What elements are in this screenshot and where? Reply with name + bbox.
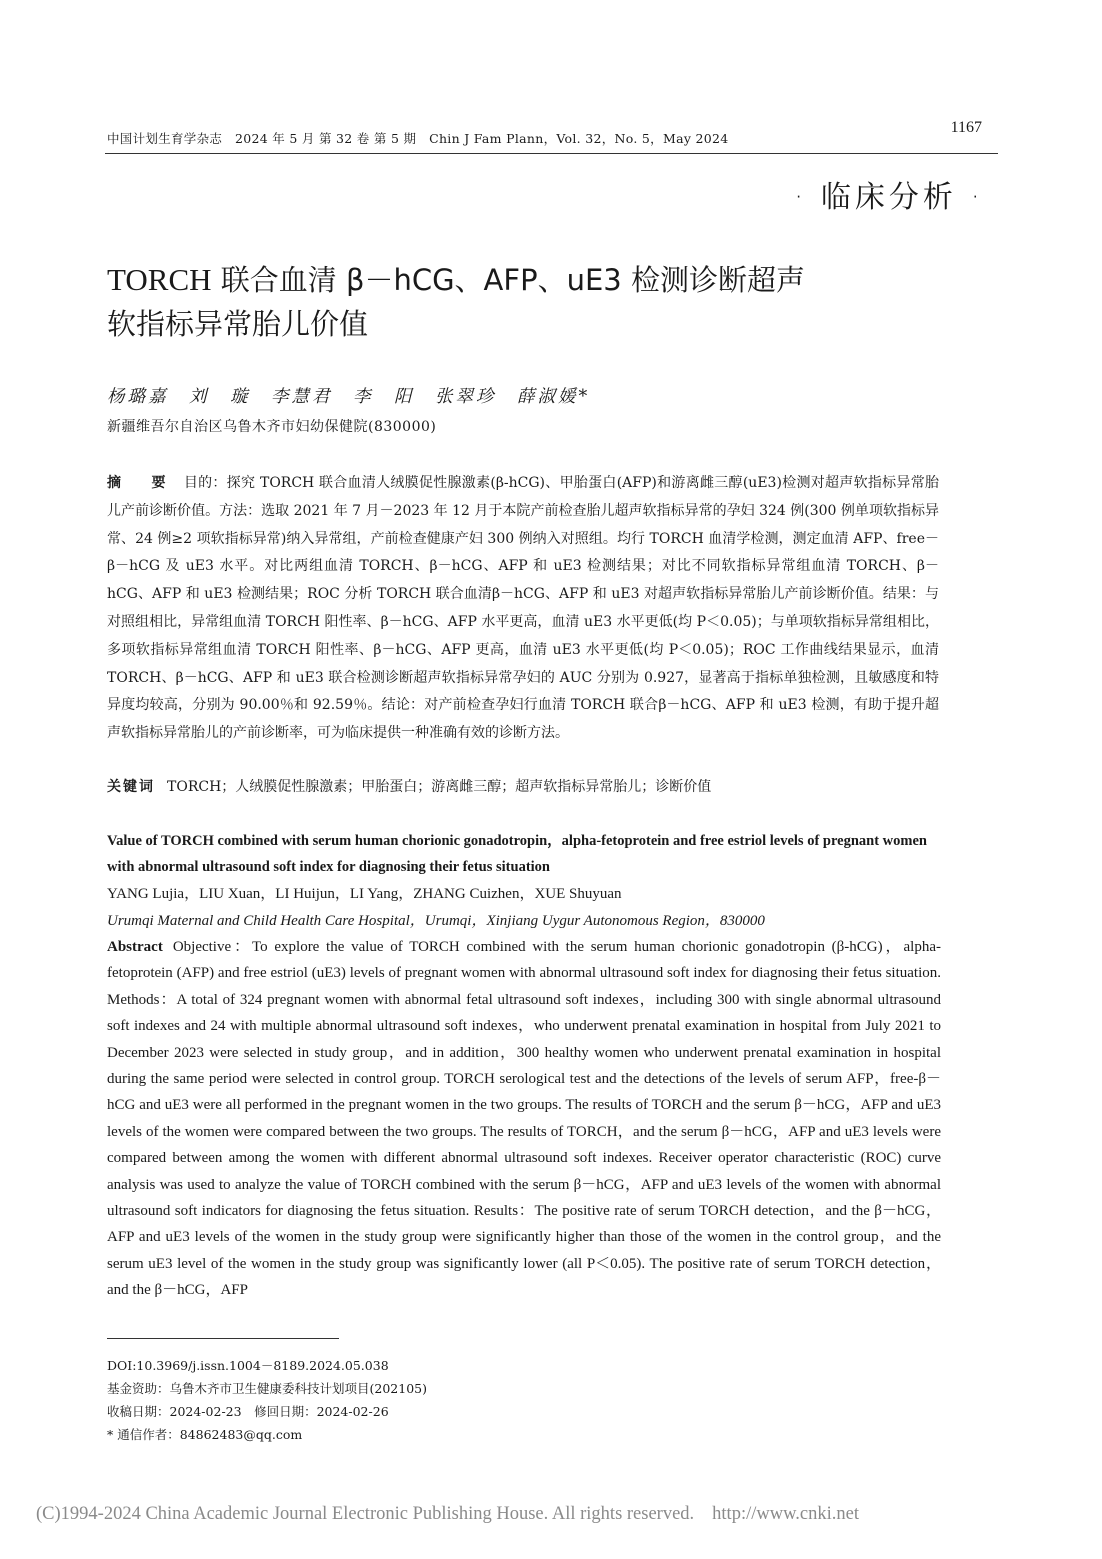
running-head: 中国计划生育学杂志 2024 年 5 月 第 32 卷 第 5 期 Chin J Fam Plann，Vol. 32，No. 5，May 2024 — [107, 131, 729, 146]
english-authors: YANG Lujia，LIU Xuan，LI Huijun，LI Yang，ZHANG Cuizhen，XUE Shuyuan — [107, 886, 622, 902]
article-title-line1 — [107, 258, 987, 302]
affiliation: 新疆维吾尔自治区乌鲁木齐市妇幼保健院(830000) — [107, 419, 437, 435]
section-label: · 临床分析 · — [793, 180, 984, 215]
keywords — [107, 774, 939, 802]
footnotes — [107, 1354, 427, 1446]
author-list: 杨璐嘉 刘 璇 李慧君 李 阳 张翠珍 薛淑媛* — [107, 387, 591, 407]
chinese-abstract — [107, 470, 939, 748]
abstract-label: 摘 要 — [107, 475, 174, 491]
english-affiliation: Urumqi Maternal and Child Health Care Hospital，Urumqi，Xinjiang Uygur Autonomous Region，830000 — [107, 913, 765, 929]
funding: 基金资助：乌鲁木齐市卫生健康委科技计划项目(202105) — [107, 1381, 427, 1396]
english-title: Value of TORCH combined with serum human chorionic gonadotropin，alpha-fetoprotein and free estriol levels of pregnant women with abnormal ultrasound soft index for diagnosing their fetus situation — [107, 833, 927, 875]
received-dates: 收稿日期：2024-02-23 修回日期：2024-02-26 — [107, 1404, 389, 1419]
abstract-text: 目的：探究 TORCH 联合血清人绒膜促性腺激素(β-hCG)、甲胎蛋白(AFP)和游离雌三醇(uE3)检测对超声软指标异常胎儿产前诊断价值。方法：选取 2021 年 7 月－2023 年 12 月于本院产前检查胎儿超声软指标异常的孕妇 324 例(300 例单项软指标异常、24 例≥2 项软指标异常)纳入异常组，产前检查健康产妇 300 例纳入对照组。均行 TORCH 血清学检测，测定血清 AFP、free－β－hCG 及 uE3 水平。对比两组血清 TORCH、β－hCG、AFP 和 uE3 检测结果；对比不同软指标异常组血清 TORCH、β－hCG、AFP 和 uE3 检测结果；ROC 分析 TORCH 联合血清β－hCG、AFP 和 uE3 对超声软指标异常胎儿产前诊断价值。结果：与对照组相比，异常组血清 TORCH 阳性率、β－hCG、AFP 水平更高，血清 uE3 水平更低(均 P＜0.05)；与单项软指标异常组相比，多项软指标异常组血清 TORCH 阳性率、β－hCG、AFP 更高，血清 uE3 水平更低(均 P＜0.05)；ROC 工作曲线结果显示，血清 TORCH、β－hCG、AFP 和 uE3 联合检测诊断超声软指标异常孕妇的 AUC 分别为 0.927，显著高于指标单独检测，且敏感度和特异度均较高，分别为 90.00％和 92.59％。结论：对产前检查孕妇行血清 TORCH 联合β－hCG、AFP 和 uE3 检测，有助于提升超声软指标异常胎儿的产前诊断率，可为临床提供一种准确有效的诊断方法。 — [107, 475, 939, 742]
copyright-text: (C)1994-2024 China Academic Journal Electronic Publishing House. All rights reserved. — [36, 1504, 695, 1524]
title-rest: 联合血清 β－hCG、AFP、uE3 检测诊断超声 — [211, 263, 805, 297]
english-abstract-label: Abstract — [107, 939, 163, 955]
cnki-link[interactable]: http://www.cnki.net — [712, 1504, 859, 1524]
english-abstract — [107, 934, 941, 1304]
page-number: 1167 — [950, 119, 982, 136]
doi: DOI:10.3969/j.issn.1004－8189.2024.05.038 — [107, 1358, 389, 1373]
article-title-line2: 软指标异常胎儿价值 — [107, 307, 369, 341]
english-abstract-text: Objective：To explore the value of TORCH combined with the serum human chorionic gonadotropin (β-hCG)，alpha-fetoprotein (AFP) and free estriol (uE3) levels of pregnant women with abnormal ultrasound soft index for diagnosing their fetus situation. Methods：A total of 324 pregnant women with abnormal fetal ultrasound soft indexes，including 300 with single abnormal ultrasound soft indexes and 24 with multiple abnormal ultrasound soft indexes，who underwent prenatal examination in hospital from July 2021 to December 2023 were selected in study group，and in addition，300 healthy women who underwent prenatal examination in hospital during the same period were selected in control group. TORCH serological test and the detections of the levels of serum AFP，free-β－hCG and uE3 were all performed in the pregnant women in the two groups. The results of TORCH and the serum β－hCG，AFP and uE3 levels of the women were compared between the two groups. The results of TORCH，and the serum β－hCG，AFP and uE3 levels were compared between among the women with different abnormal ultrasound soft indexes. Receiver operator characteristic (ROC) curve analysis was used to analyze the value of TORCH combined with the serum β－hCG，AFP and uE3 levels of the women with abnormal ultrasound soft indicators for diagnosing the fetus situation. Results：The positive rate of serum TORCH detection，and the β－hCG，AFP and uE3 levels of the women in the study group were significantly higher than those of the women in the control group，and the serum uE3 level of the women in the study group was significantly lower (all P＜0.05). The positive rate of serum TORCH detection，and the β－hCG，AFP — [107, 939, 941, 1299]
title-latin: TORCH — [107, 262, 212, 297]
keywords-text: TORCH；人绒膜促性腺激素；甲胎蛋白；游离雌三醇；超声软指标异常胎儿；诊断价值 — [167, 779, 712, 795]
header-rule — [105, 153, 998, 154]
corresponding-author: * 通信作者：84862483@qq.com — [107, 1427, 303, 1442]
footnote-rule — [107, 1338, 339, 1339]
copyright-watermark — [36, 1504, 859, 1525]
keywords-label: 关键词 — [107, 779, 155, 795]
